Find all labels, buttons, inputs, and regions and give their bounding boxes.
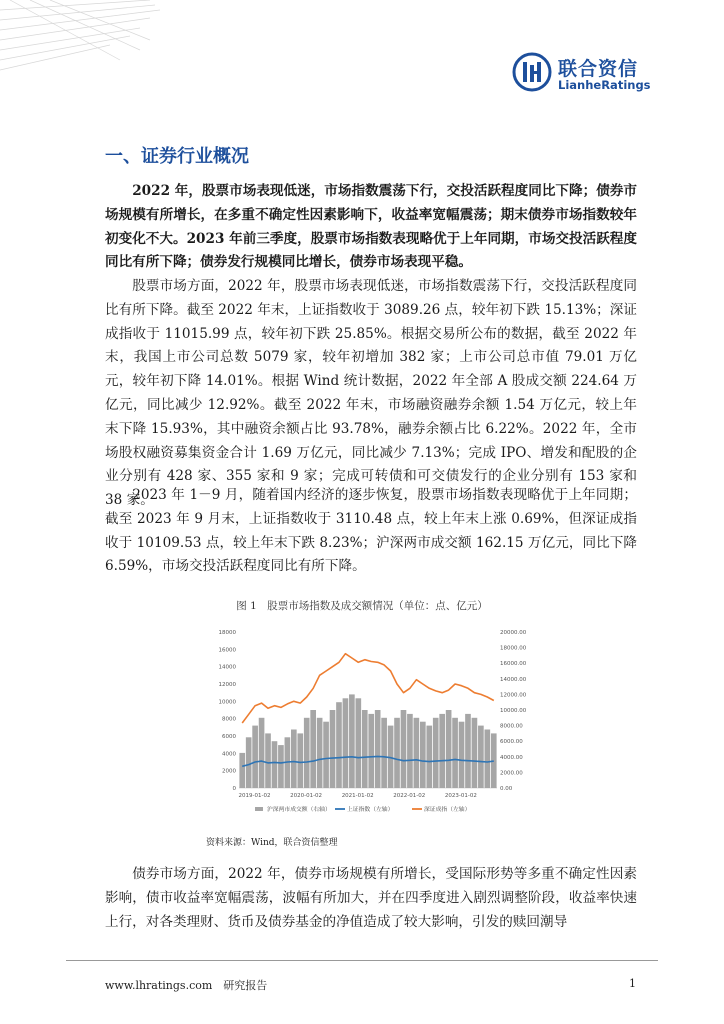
turnover-bar [478, 726, 484, 788]
turnover-bar [446, 710, 452, 788]
turnover-bar [368, 714, 374, 788]
figure-source: 资料来源：Wind，联合资信整理 [206, 838, 338, 848]
turnover-bar [291, 730, 297, 789]
stock-index-chart [207, 620, 537, 835]
turnover-bar [330, 710, 336, 788]
brand-logo [512, 52, 651, 94]
left-axis-tick-label: 8000 [222, 716, 236, 723]
turnover-bar [375, 710, 381, 788]
turnover-bar [439, 714, 445, 788]
turnover-bar [246, 737, 252, 788]
turnover-bar [259, 718, 265, 788]
turnover-bar [252, 726, 258, 788]
turnover-bar [414, 718, 420, 788]
x-axis-tick-label: 2020-01-02 [290, 793, 323, 799]
legend-label: 上证指数（左轴） [347, 807, 394, 813]
turnover-bar [297, 733, 303, 788]
left-axis-tick-label: 6000 [222, 734, 236, 740]
turnover-bar [426, 726, 432, 788]
left-axis-tick-label: 0 [232, 786, 236, 792]
turnover-bar [265, 733, 271, 788]
left-axis-tick-label: 2000 [222, 768, 236, 775]
right-axis-tick-label: 4000.00 [500, 754, 523, 761]
turnover-bar [356, 698, 362, 788]
turnover-bar [239, 753, 245, 788]
logo-chinese-name: 联合资信 [558, 58, 639, 80]
left-axis-tick-label: 4000 [222, 751, 236, 758]
right-axis-tick-label: 0.00 [500, 786, 513, 792]
figure-title: 图 1 股票市场指数及成交额情况（单位：点、亿元） [236, 600, 488, 612]
left-axis-tick-label: 18000 [218, 630, 236, 636]
right-axis-tick-label: 12000.00 [500, 692, 527, 699]
turnover-bar [465, 714, 471, 788]
footer-website: www.lhratings.com 研究报告 [105, 979, 268, 992]
page-number: 1 [629, 977, 636, 990]
turnover-bar [304, 718, 310, 788]
left-axis-tick-label: 16000 [218, 647, 236, 654]
turnover-bar [401, 710, 407, 788]
turnover-bar [317, 718, 323, 788]
left-axis-tick-label: 10000 [218, 699, 236, 706]
corner-lines-decoration [0, 0, 160, 90]
right-axis-tick-label: 10000.00 [500, 708, 527, 714]
turnover-bar [310, 710, 316, 788]
ytd-2023-paragraph: 2023 年 1－9 月，随着国内经济的逐步恢复，股票市场指数表现略优于上年同期；截至 2023 年 9 月末，上证指数收于 3110.48 点，较上年末上涨 0.69%，但深证成指收于 10109.53 点，较上年末下跌 8.23%；沪深两市成交额 162.15 万亿元，同比下降 6.59%，市场交投活跃程度同比有所下降。 [105, 487, 637, 575]
right-axis-tick-label: 6000.00 [500, 739, 523, 746]
turnover-bar [433, 718, 439, 788]
footer-divider [66, 960, 658, 961]
x-axis-tick-label: 2023-01-02 [444, 793, 477, 799]
legend-label: 深证成指（左轴） [424, 807, 471, 813]
turnover-bar [459, 722, 465, 788]
right-axis-tick-label: 16000.00 [500, 661, 527, 668]
bond-market-paragraph: 债券市场方面，2022 年，债券市场规模有所增长，受国际形势等多重不确定性因素影响，债市收益率宽幅震荡，波幅有所加大，并在四季度进入剧烈调整阶段，收益率快速上行，对各类理财、货币及债券基金的净值造成了较大影响，引发的赎回潮导 [105, 866, 637, 930]
right-axis-tick-label: 2000.00 [500, 770, 523, 777]
turnover-bar [343, 698, 349, 788]
turnover-bar [278, 745, 284, 788]
turnover-bar [381, 718, 387, 788]
legend-swatch-turnover [255, 807, 263, 811]
turnover-bar [407, 714, 413, 788]
x-axis-tick-label: 2021-01-02 [341, 793, 374, 799]
turnover-bar [349, 694, 355, 788]
x-axis-tick-label: 2019-01-02 [238, 793, 271, 799]
summary-paragraph: 2022 年，股票市场表现低迷，市场指数震荡下行，交投活跃程度同比下降；债券市场规模有所增长，在多重不确定性因素影响下，收益率宽幅震荡；期末债券市场指数较年初变化不大。2023 年前三季度，股票市场指数表现略优于上年同期，市场交投活跃程度同比有所下降；债券发行规模同比增长，债券市场表现平稳。 [105, 183, 637, 271]
right-axis-tick-label: 8000.00 [500, 723, 523, 730]
turnover-bar [272, 741, 278, 788]
left-axis-tick-label: 12000 [218, 682, 236, 688]
turnover-bar [336, 702, 342, 788]
x-axis-tick-label: 2022-01-02 [393, 793, 426, 799]
stock-market-paragraph: 股票市场方面，2022 年，股票市场表现低迷，市场指数震荡下行，交投活跃程度同比有所下降。截至 2022 年末，上证指数收于 3089.26 点，较年初下跌 15.13%；深证成指收于 11015.99 点，较年初下跌 25.85%。根据交易所公布的数据，截至 2022 年末，我国上市公司总数 5079 家，较年初增加 382 家；上市公司总市值 79.01 万亿元，较年初下降 14.01%。根据 Wind 统计数据，2022 年全部 A 股成交额 224.64 万亿元，同比减少 12.92%。截至 2022 年末，市场融资融券余额 1.54 万亿元，较上年末下降 15.93%，其中融资余额占比 93.78%，融券余额占比 6.22%。2022 年，全市场股权融资募集资金合计 1.69 万亿元，同比减少 7.13%；完成 IPO、增发和配股的企业分别有 428 家、355 家和 9 家；完成可转债和可交债发行的企业分别有 153 家和 38 家。 [105, 278, 637, 509]
right-axis-tick-label: 18000.00 [500, 645, 527, 652]
turnover-bar [452, 718, 458, 788]
right-axis-tick-label: 14000.00 [500, 676, 527, 683]
turnover-bar [323, 722, 329, 788]
section-title: 一、证券行业概况 [105, 146, 249, 167]
right-axis-tick-label: 20000.00 [500, 630, 527, 636]
szse-index-line [242, 654, 494, 723]
turnover-bar [485, 730, 491, 789]
lianhe-logo-icon [512, 52, 552, 92]
legend-label: 沪深两市成交额（右轴） [267, 807, 331, 813]
left-axis-tick-label: 14000 [218, 664, 236, 671]
turnover-bar [362, 710, 368, 788]
logo-english-name: LianheRatings [558, 78, 651, 92]
turnover-bar [394, 718, 400, 788]
turnover-bar [420, 722, 426, 788]
turnover-bar [472, 718, 478, 788]
